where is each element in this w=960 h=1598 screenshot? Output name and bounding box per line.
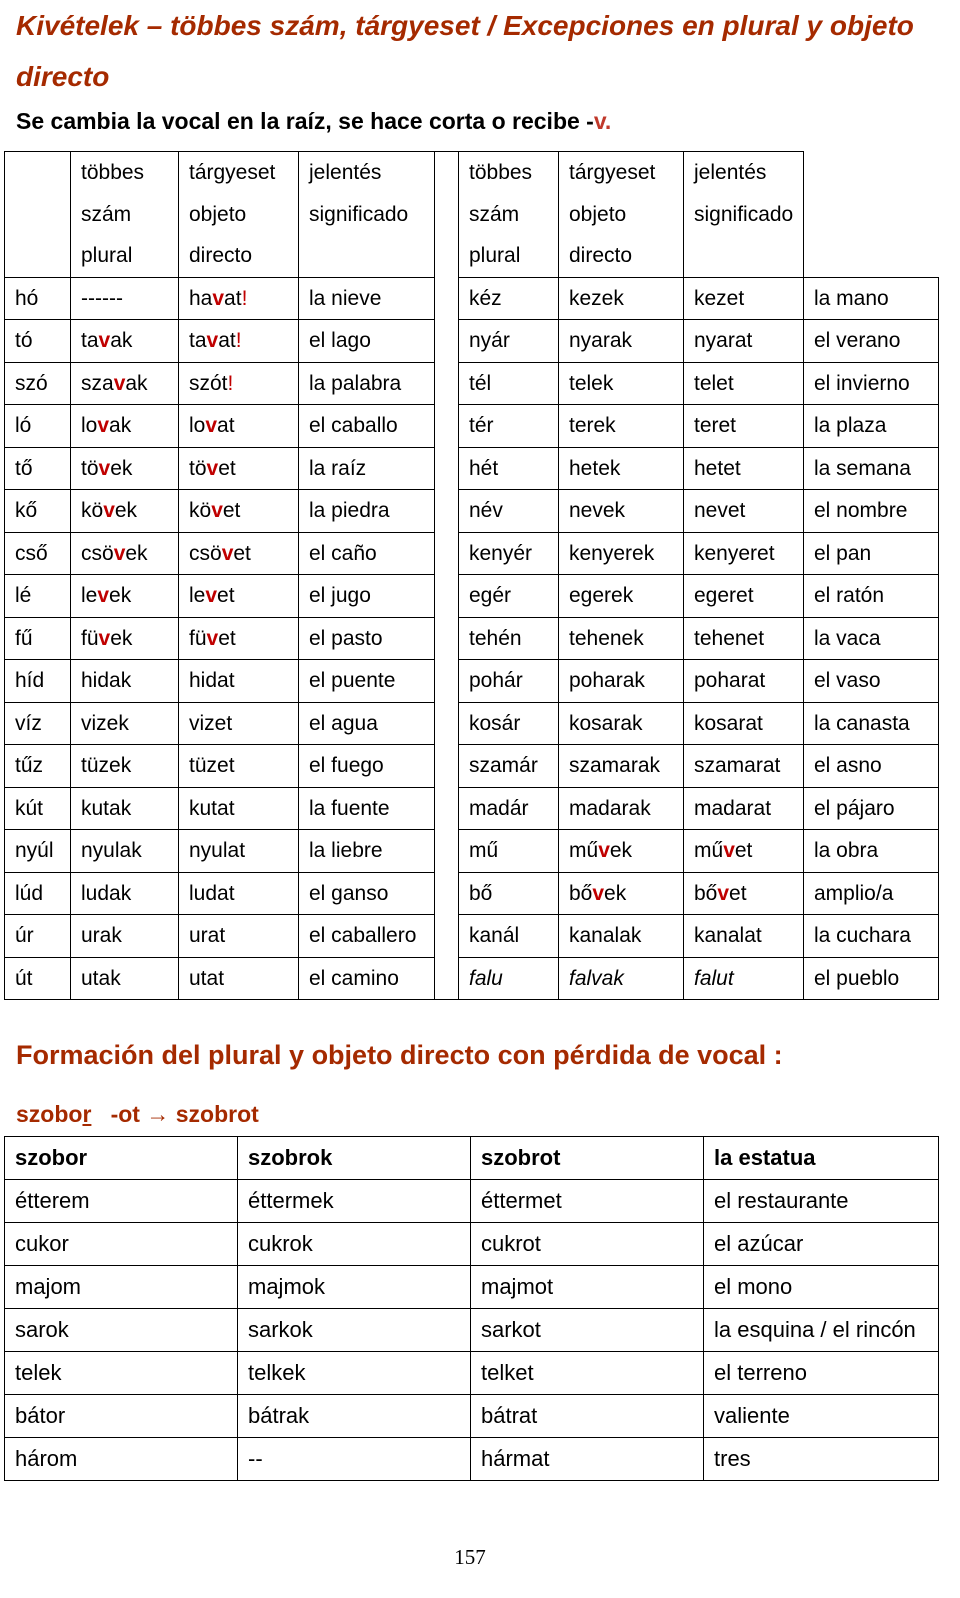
table-cell: la piedra — [299, 490, 435, 533]
table-cell: tél — [459, 362, 559, 405]
table-cell: cukrok — [238, 1223, 471, 1266]
italic-text: falut — [694, 966, 734, 990]
table-cell: kosarak — [559, 702, 684, 745]
header-cell — [5, 152, 71, 278]
header-line: szám — [469, 202, 520, 226]
table-cell: la cuchara — [804, 915, 939, 958]
table-cell: hidat — [179, 660, 299, 703]
table-cell: tűz — [5, 745, 71, 788]
header-cell — [559, 152, 684, 278]
highlighted-letter: v — [598, 839, 610, 862]
table-row — [5, 1438, 939, 1481]
table-cell: el asno — [804, 745, 939, 788]
table-row — [5, 362, 939, 405]
table-cell: szavak — [71, 362, 179, 405]
highlighted-letter: v — [113, 541, 126, 565]
vowel-loss-table — [4, 1136, 939, 1481]
table-row — [5, 830, 939, 873]
table-cell: kanál — [459, 915, 559, 958]
table-cell: la semana — [804, 447, 939, 490]
header-line: tárgyeset — [189, 161, 276, 184]
table-cell: telkek — [238, 1352, 471, 1395]
table-cell: valiente — [704, 1395, 939, 1438]
table-cell: tövet — [179, 447, 299, 490]
table-cell: el puente — [299, 660, 435, 703]
header-line — [15, 152, 70, 194]
table-cell: tavat! — [179, 320, 299, 363]
table-cell: utak — [71, 957, 179, 1000]
table-row — [5, 702, 939, 745]
plural-exceptions-table — [4, 151, 939, 1000]
table-cell: nyár — [459, 320, 559, 363]
header-cell — [71, 152, 179, 278]
table-cell: el ganso — [299, 872, 435, 915]
table-cell: szamár — [459, 745, 559, 788]
table-cell: követ — [179, 490, 299, 533]
table-gap — [435, 152, 459, 1000]
table-cell: kút — [5, 787, 71, 830]
table-cell: majmot — [471, 1266, 704, 1309]
table-cell: hét — [459, 447, 559, 490]
highlighted-letter: v — [113, 371, 126, 395]
highlighted-letter: v — [221, 541, 234, 565]
table-cell: tüzek — [71, 745, 179, 788]
table-cell: el caballo — [299, 405, 435, 448]
table-cell: tehenek — [559, 617, 684, 660]
table-cell: lovat — [179, 405, 299, 448]
table-cell: bővet — [684, 872, 804, 915]
table-cell: nyarak — [559, 320, 684, 363]
table-row — [5, 915, 939, 958]
table-cell: la estatua — [704, 1137, 939, 1180]
header-cell — [299, 152, 435, 278]
italic-text: falu — [469, 966, 503, 990]
table-cell: la fuente — [299, 787, 435, 830]
table-cell: hidak — [71, 660, 179, 703]
table-cell: utat — [179, 957, 299, 1000]
table-cell: bővek — [559, 872, 684, 915]
table-cell: út — [5, 957, 71, 1000]
table-cell: kezek — [559, 277, 684, 320]
table-row — [5, 320, 939, 363]
table-cell: telek — [5, 1352, 238, 1395]
table-row — [5, 1266, 939, 1309]
table-cell: vizet — [179, 702, 299, 745]
table-cell: tó — [5, 320, 71, 363]
table-cell: el ratón — [804, 575, 939, 618]
header-line — [694, 235, 803, 277]
table-cell: telket — [471, 1352, 704, 1395]
table-cell: híd — [5, 660, 71, 703]
table-row — [5, 745, 939, 788]
page-title: Kivételek – többes szám, tárgyeset / Excepciones en plural y objeto directo — [16, 10, 914, 92]
table-cell: fű — [5, 617, 71, 660]
table-cell: el azúcar — [704, 1223, 939, 1266]
table-cell: nyulak — [71, 830, 179, 873]
table-cell: csövek — [71, 532, 179, 575]
table-cell: tő — [5, 447, 71, 490]
exclamation-mark: ! — [235, 329, 242, 352]
exclamation-mark: ! — [241, 286, 248, 310]
table-cell: telet — [684, 362, 804, 405]
table-cell: madár — [459, 787, 559, 830]
table-cell: la liebre — [299, 830, 435, 873]
table-cell: úr — [5, 915, 71, 958]
table-cell: szamarak — [559, 745, 684, 788]
table-cell: hó — [5, 277, 71, 320]
table-cell: ló — [5, 405, 71, 448]
table-header-row — [5, 152, 939, 278]
header-line: significado — [694, 202, 794, 226]
header-line — [15, 235, 70, 277]
table-cell: la canasta — [804, 702, 939, 745]
table-cell: tövek — [71, 447, 179, 490]
table-cell: tavak — [71, 320, 179, 363]
table-cell: hetek — [559, 447, 684, 490]
table-cell: hármat — [471, 1438, 704, 1481]
table-cell: el restaurante — [704, 1180, 939, 1223]
header-line: plural — [469, 244, 521, 267]
table-cell: szót! — [179, 362, 299, 405]
table-cell: telek — [559, 362, 684, 405]
table-cell — [559, 957, 684, 1000]
page-number: 157 — [454, 1545, 486, 1569]
header-line: objeto — [189, 202, 247, 226]
table-cell: tehenet — [684, 617, 804, 660]
table-cell: ------ — [71, 277, 179, 320]
table-row — [5, 1223, 939, 1266]
table-cell: kezet — [684, 277, 804, 320]
table-cell: urak — [71, 915, 179, 958]
table-cell: mű — [459, 830, 559, 873]
highlighted-letter: v — [98, 329, 111, 352]
table-cell: egeret — [684, 575, 804, 618]
table-row — [5, 277, 939, 320]
table-cell: kutat — [179, 787, 299, 830]
table-cell: urat — [179, 915, 299, 958]
table-cell: la mano — [804, 277, 939, 320]
table-cell: poharak — [559, 660, 684, 703]
table-cell: kő — [5, 490, 71, 533]
table-cell: lé — [5, 575, 71, 618]
table-row — [5, 405, 939, 448]
highlighted-letter: v — [205, 414, 218, 437]
table-cell: sarkot — [471, 1309, 704, 1352]
table-cell: el vaso — [804, 660, 939, 703]
table-cell: poharat — [684, 660, 804, 703]
example-rest: -ot → szobrot — [91, 1101, 259, 1127]
table-cell: kosarat — [684, 702, 804, 745]
table-cell: el agua — [299, 702, 435, 745]
table-cell: kanalat — [684, 915, 804, 958]
table-cell: la vaca — [804, 617, 939, 660]
header-line — [15, 194, 70, 236]
table-cell: el pájaro — [804, 787, 939, 830]
table-cell: la raíz — [299, 447, 435, 490]
header-cell — [179, 152, 299, 278]
table-cell: nyúl — [5, 830, 71, 873]
table-cell: sarkok — [238, 1309, 471, 1352]
table-cell: étterem — [5, 1180, 238, 1223]
table-cell: cső — [5, 532, 71, 575]
table-cell: nevek — [559, 490, 684, 533]
table-cell: kenyerek — [559, 532, 684, 575]
highlighted-letter: v — [211, 499, 223, 522]
table-cell: éttermek — [238, 1180, 471, 1223]
table-cell: la plaza — [804, 405, 939, 448]
section-heading: Formación del plural y objeto directo con pérdida de vocal : — [16, 1040, 783, 1070]
highlighted-letter: v — [206, 456, 219, 480]
table-row — [5, 532, 939, 575]
table-row — [5, 575, 939, 618]
table-cell: la palabra — [299, 362, 435, 405]
table-cell: el verano — [804, 320, 939, 363]
highlighted-letter: v — [212, 286, 225, 310]
table-cell: lúd — [5, 872, 71, 915]
table-cell: kenyeret — [684, 532, 804, 575]
table-cell: el fuego — [299, 745, 435, 788]
table-cell: ludat — [179, 872, 299, 915]
table-cell: éttermet — [471, 1180, 704, 1223]
table-cell: tér — [459, 405, 559, 448]
table-cell: kenyér — [459, 532, 559, 575]
table-cell: szamarat — [684, 745, 804, 788]
highlighted-letter: v — [97, 584, 110, 607]
highlighted-letter: v — [717, 881, 730, 905]
header-line: szám — [81, 202, 132, 226]
table-row — [5, 447, 939, 490]
table-cell: el pasto — [299, 617, 435, 660]
highlighted-letter: v — [103, 499, 115, 522]
table-row — [5, 1309, 939, 1352]
header-line: jelentés — [694, 161, 767, 184]
highlighted-letter: v — [723, 839, 735, 862]
header-line: directo — [569, 244, 633, 267]
table-cell: füvek — [71, 617, 179, 660]
table-cell: vizek — [71, 702, 179, 745]
table-cell: füvet — [179, 617, 299, 660]
table-cell: egér — [459, 575, 559, 618]
header-line: objeto — [569, 202, 627, 226]
header-line: tárgyeset — [569, 161, 656, 184]
example-stem: szobo — [16, 1101, 83, 1127]
table-cell: levet — [179, 575, 299, 618]
table-cell: la esquina / el rincón — [704, 1309, 939, 1352]
table-cell: bátor — [5, 1395, 238, 1438]
table-cell: cukrot — [471, 1223, 704, 1266]
table-cell: el nombre — [804, 490, 939, 533]
table-cell: sarok — [5, 1309, 238, 1352]
table-cell: el invierno — [804, 362, 939, 405]
table-cell: bátrak — [238, 1395, 471, 1438]
table-cell: nevet — [684, 490, 804, 533]
table-cell: tüzet — [179, 745, 299, 788]
table-cell: nyulat — [179, 830, 299, 873]
table-cell: el terreno — [704, 1352, 939, 1395]
table-cell: nyarat — [684, 320, 804, 363]
table-row — [5, 1395, 939, 1438]
table-cell: kövek — [71, 490, 179, 533]
table-row — [5, 1352, 939, 1395]
table-cell: teret — [684, 405, 804, 448]
table-cell: egerek — [559, 575, 684, 618]
table-cell — [459, 957, 559, 1000]
table-cell: el pueblo — [804, 957, 939, 1000]
example-underlined: r — [82, 1101, 92, 1127]
table-cell: kutak — [71, 787, 179, 830]
table-cell: ludak — [71, 872, 179, 915]
table-cell: bő — [459, 872, 559, 915]
table-cell: tehén — [459, 617, 559, 660]
table-cell: szobrok — [238, 1137, 471, 1180]
table-cell: el lago — [299, 320, 435, 363]
table-cell: amplio/a — [804, 872, 939, 915]
table-cell: tres — [704, 1438, 939, 1481]
table-cell: víz — [5, 702, 71, 745]
table-cell: madarat — [684, 787, 804, 830]
table-cell: művet — [684, 830, 804, 873]
table-cell: név — [459, 490, 559, 533]
table-cell: kosár — [459, 702, 559, 745]
table-cell: szobor — [5, 1137, 238, 1180]
highlighted-letter: v — [205, 584, 218, 607]
highlighted-letter: v — [98, 456, 111, 480]
table-cell: la nieve — [299, 277, 435, 320]
table-cell: el caballero — [299, 915, 435, 958]
table-cell: terek — [559, 405, 684, 448]
table-cell: madarak — [559, 787, 684, 830]
table-cell: -- — [238, 1438, 471, 1481]
exclamation-mark: ! — [227, 371, 234, 395]
table-cell: lovak — [71, 405, 179, 448]
table-cell: hetet — [684, 447, 804, 490]
table-cell: szobrot — [471, 1137, 704, 1180]
table-header-row — [5, 1137, 939, 1180]
table-cell: majmok — [238, 1266, 471, 1309]
subtitle-text: Se cambia la vocal en la raíz, se hace corta o recibe - — [16, 108, 594, 134]
highlighted-letter: v — [592, 881, 605, 905]
highlighted-letter: v — [206, 626, 219, 650]
highlighted-letter: v — [206, 329, 219, 352]
header-line: directo — [189, 244, 253, 267]
header-line: plural — [81, 244, 133, 267]
table-cell: el jugo — [299, 575, 435, 618]
header-line: significado — [309, 202, 409, 226]
header-cell — [684, 152, 804, 278]
table-cell: három — [5, 1438, 238, 1481]
table-cell: el pan — [804, 532, 939, 575]
table-cell: bátrat — [471, 1395, 704, 1438]
header-line — [309, 235, 434, 277]
header-line: többes — [81, 161, 145, 184]
highlighted-letter: v — [97, 414, 110, 437]
table-cell: kéz — [459, 277, 559, 320]
table-cell: művek — [559, 830, 684, 873]
table-cell: la obra — [804, 830, 939, 873]
highlighted-letter: v — [98, 626, 111, 650]
table-cell: levek — [71, 575, 179, 618]
table-cell: szó — [5, 362, 71, 405]
table-cell: el camino — [299, 957, 435, 1000]
table-row — [5, 872, 939, 915]
table-row — [5, 957, 939, 1000]
table-cell: havat! — [179, 277, 299, 320]
subtitle — [16, 102, 611, 140]
table-row — [5, 787, 939, 830]
table-row — [5, 1180, 939, 1223]
table-cell: el caño — [299, 532, 435, 575]
header-line: többes — [469, 161, 533, 184]
table-cell: majom — [5, 1266, 238, 1309]
subtitle-v: v. — [593, 108, 612, 134]
italic-text: falvak — [569, 966, 624, 990]
table-cell: pohár — [459, 660, 559, 703]
header-cell — [459, 152, 559, 278]
table-cell: cukor — [5, 1223, 238, 1266]
table-row — [5, 490, 939, 533]
table-cell: csövet — [179, 532, 299, 575]
header-line: jelentés — [309, 161, 382, 184]
example-line — [16, 1095, 259, 1133]
table-row — [5, 617, 939, 660]
table-cell — [684, 957, 804, 1000]
table-row — [5, 660, 939, 703]
table-cell: kanalak — [559, 915, 684, 958]
table-cell: el mono — [704, 1266, 939, 1309]
